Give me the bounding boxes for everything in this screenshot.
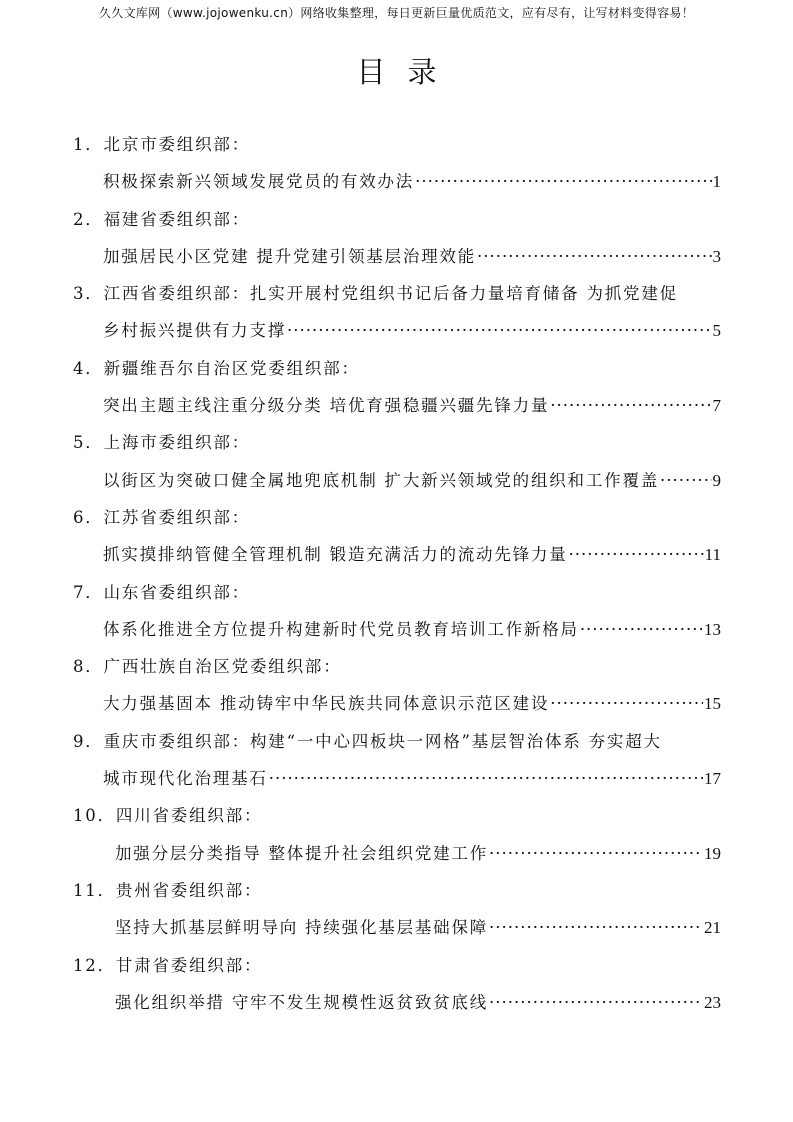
toc-entry-heading bbox=[73, 648, 721, 685]
toc-entry-title: 积极探索新兴领域发展党员的有效办法 bbox=[103, 172, 415, 192]
dot-leader bbox=[489, 909, 703, 946]
toc-entry-number: 3． bbox=[73, 284, 104, 304]
toc-entry-title: 体系化推进全方位提升构建新时代党员教育培训工作新格局 bbox=[103, 619, 579, 639]
toc-entry-title: 加强分层分类指导 整体提升社会组织党建工作 bbox=[115, 843, 489, 863]
toc-page-number: 5 bbox=[712, 321, 721, 341]
toc-entry-title: 乡村振兴提供有力支撑 bbox=[103, 321, 286, 341]
toc-entry-title: 加强居民小区党建 提升党建引领基层治理效能 bbox=[103, 246, 477, 266]
dot-leader bbox=[415, 163, 711, 200]
toc-entry-heading bbox=[73, 275, 721, 312]
toc-page-number: 7 bbox=[712, 396, 721, 416]
toc-entry-title: 大力强基固本 推动铸牢中华民族共同体意识示范区建设 bbox=[103, 694, 550, 714]
toc-entry-link[interactable] bbox=[73, 462, 721, 499]
toc-entry bbox=[73, 350, 721, 425]
toc-entry-heading bbox=[73, 201, 721, 238]
toc-entry bbox=[73, 723, 721, 798]
toc-page-number: 19 bbox=[704, 843, 721, 863]
dot-leader bbox=[580, 611, 703, 648]
toc-entry-link[interactable] bbox=[73, 760, 721, 797]
toc-entry-link[interactable] bbox=[73, 835, 721, 872]
toc-page-number: 11 bbox=[704, 545, 721, 565]
toc-page-number: 23 bbox=[704, 992, 721, 1012]
toc-page-number: 13 bbox=[704, 619, 721, 639]
toc-entry-organization: 广西壮族自治区党委组织部： bbox=[103, 657, 342, 677]
dot-leader bbox=[489, 835, 703, 872]
toc-entry-link[interactable] bbox=[73, 387, 721, 424]
toc-entry-heading bbox=[73, 350, 721, 387]
toc-entry bbox=[73, 872, 721, 947]
toc-page-number: 9 bbox=[712, 470, 721, 490]
toc-entry-link[interactable] bbox=[73, 312, 721, 349]
toc-entry-link[interactable] bbox=[73, 238, 721, 275]
dot-leader bbox=[660, 462, 711, 499]
toc-entry bbox=[73, 648, 721, 723]
toc-entry-organization: 北京市委组织部： bbox=[103, 135, 251, 154]
toc-entry-number: 2． bbox=[73, 209, 104, 229]
toc-entry-title: 强化组织举措 守牢不发生规模性返贫致贫底线 bbox=[115, 992, 489, 1012]
toc-entry-title: 抓实摸排纳管健全管理机制 锻造充满活力的流动先锋力量 bbox=[103, 545, 568, 565]
toc-entry-organization: 四川省委组织部： bbox=[115, 806, 263, 826]
toc-entry-number: 8． bbox=[73, 657, 104, 677]
dot-leader bbox=[550, 685, 703, 722]
toc-entry bbox=[73, 424, 721, 499]
table-of-contents bbox=[73, 126, 721, 1021]
toc-entry bbox=[73, 947, 721, 1022]
toc-entry-organization: 新疆维吾尔自治区党委组织部： bbox=[103, 358, 360, 378]
toc-entry-heading bbox=[73, 872, 721, 909]
toc-entry-title: 城市现代化治理基石 bbox=[103, 769, 268, 789]
toc-entry-title: 以街区为突破口健全属地兜底机制 扩大新兴领域党的组织和工作覆盖 bbox=[103, 470, 660, 490]
toc-entry-heading bbox=[73, 797, 721, 834]
toc-entry-organization: 甘肃省委组织部： bbox=[115, 955, 263, 975]
toc-entry-number: 12． bbox=[73, 955, 116, 975]
toc-entry bbox=[73, 797, 721, 872]
toc-entry-link[interactable] bbox=[73, 611, 721, 648]
toc-entry-title: 坚持大抓基层鲜明导向 持续强化基层基础保障 bbox=[115, 918, 489, 938]
toc-entry bbox=[73, 126, 721, 201]
toc-entry-organization: 江苏省委组织部： bbox=[103, 507, 251, 527]
toc-page-number: 17 bbox=[704, 769, 721, 789]
header-banner: 久久文库网（www.jojowenku.cn）网络收集整理，每日更新巨量优质范文，应有尽有，让写材料变得容易！ bbox=[98, 6, 695, 20]
toc-entry-heading bbox=[73, 499, 721, 536]
toc-entry-title: 突出主题主线注重分级分类 培优育强稳疆兴疆先锋力量 bbox=[103, 396, 550, 416]
toc-entry-number: 4． bbox=[73, 358, 104, 378]
toc-entry bbox=[73, 499, 721, 574]
toc-entry-link[interactable] bbox=[73, 909, 721, 946]
toc-entry-organization: 福建省委组织部： bbox=[103, 209, 251, 229]
toc-entry-heading bbox=[73, 126, 721, 163]
toc-entry-organization: 江西省委组织部：扎实开展村党组织书记后备力量培育储备 为抓党建促 bbox=[103, 284, 678, 304]
toc-entry-number: 1． bbox=[73, 135, 104, 154]
toc-entry-heading bbox=[73, 947, 721, 984]
toc-entry-link[interactable] bbox=[73, 163, 721, 200]
toc-entry-link[interactable] bbox=[73, 984, 721, 1021]
page-title: 目录 bbox=[356, 55, 459, 89]
dot-leader bbox=[287, 312, 712, 349]
toc-entry bbox=[73, 201, 721, 276]
toc-entry-organization: 山东省委组织部： bbox=[103, 582, 251, 602]
toc-entry bbox=[73, 574, 721, 649]
toc-entry-number: 6． bbox=[73, 507, 104, 527]
toc-entry-heading bbox=[73, 723, 721, 760]
dot-leader bbox=[489, 984, 703, 1021]
toc-page-number: 15 bbox=[704, 694, 721, 714]
toc-entry-link[interactable] bbox=[73, 536, 721, 573]
toc-entry-heading bbox=[73, 574, 721, 611]
toc-entry-number: 9． bbox=[73, 731, 104, 751]
toc-entry-organization: 上海市委组织部： bbox=[103, 433, 251, 453]
dot-leader bbox=[550, 387, 711, 424]
toc-entry-number: 11． bbox=[73, 880, 116, 900]
toc-entry-organization: 贵州省委组织部： bbox=[115, 880, 263, 900]
toc-entry-number: 5． bbox=[73, 433, 104, 453]
toc-entry-organization: 重庆市委组织部：构建“一中心四板块一网格”基层智治体系 夯实超大 bbox=[103, 731, 662, 751]
dot-leader bbox=[269, 760, 703, 797]
dot-leader bbox=[477, 238, 711, 275]
dot-leader bbox=[569, 536, 704, 573]
toc-page-number: 3 bbox=[712, 246, 721, 266]
toc-page-number: 1 bbox=[712, 172, 721, 192]
toc-entry-number: 10． bbox=[73, 806, 116, 826]
toc-entry bbox=[73, 275, 721, 350]
toc-entry-number: 7． bbox=[73, 582, 104, 602]
toc-entry-link[interactable] bbox=[73, 685, 721, 722]
toc-entry-heading bbox=[73, 424, 721, 461]
toc-page-number: 21 bbox=[704, 918, 721, 938]
